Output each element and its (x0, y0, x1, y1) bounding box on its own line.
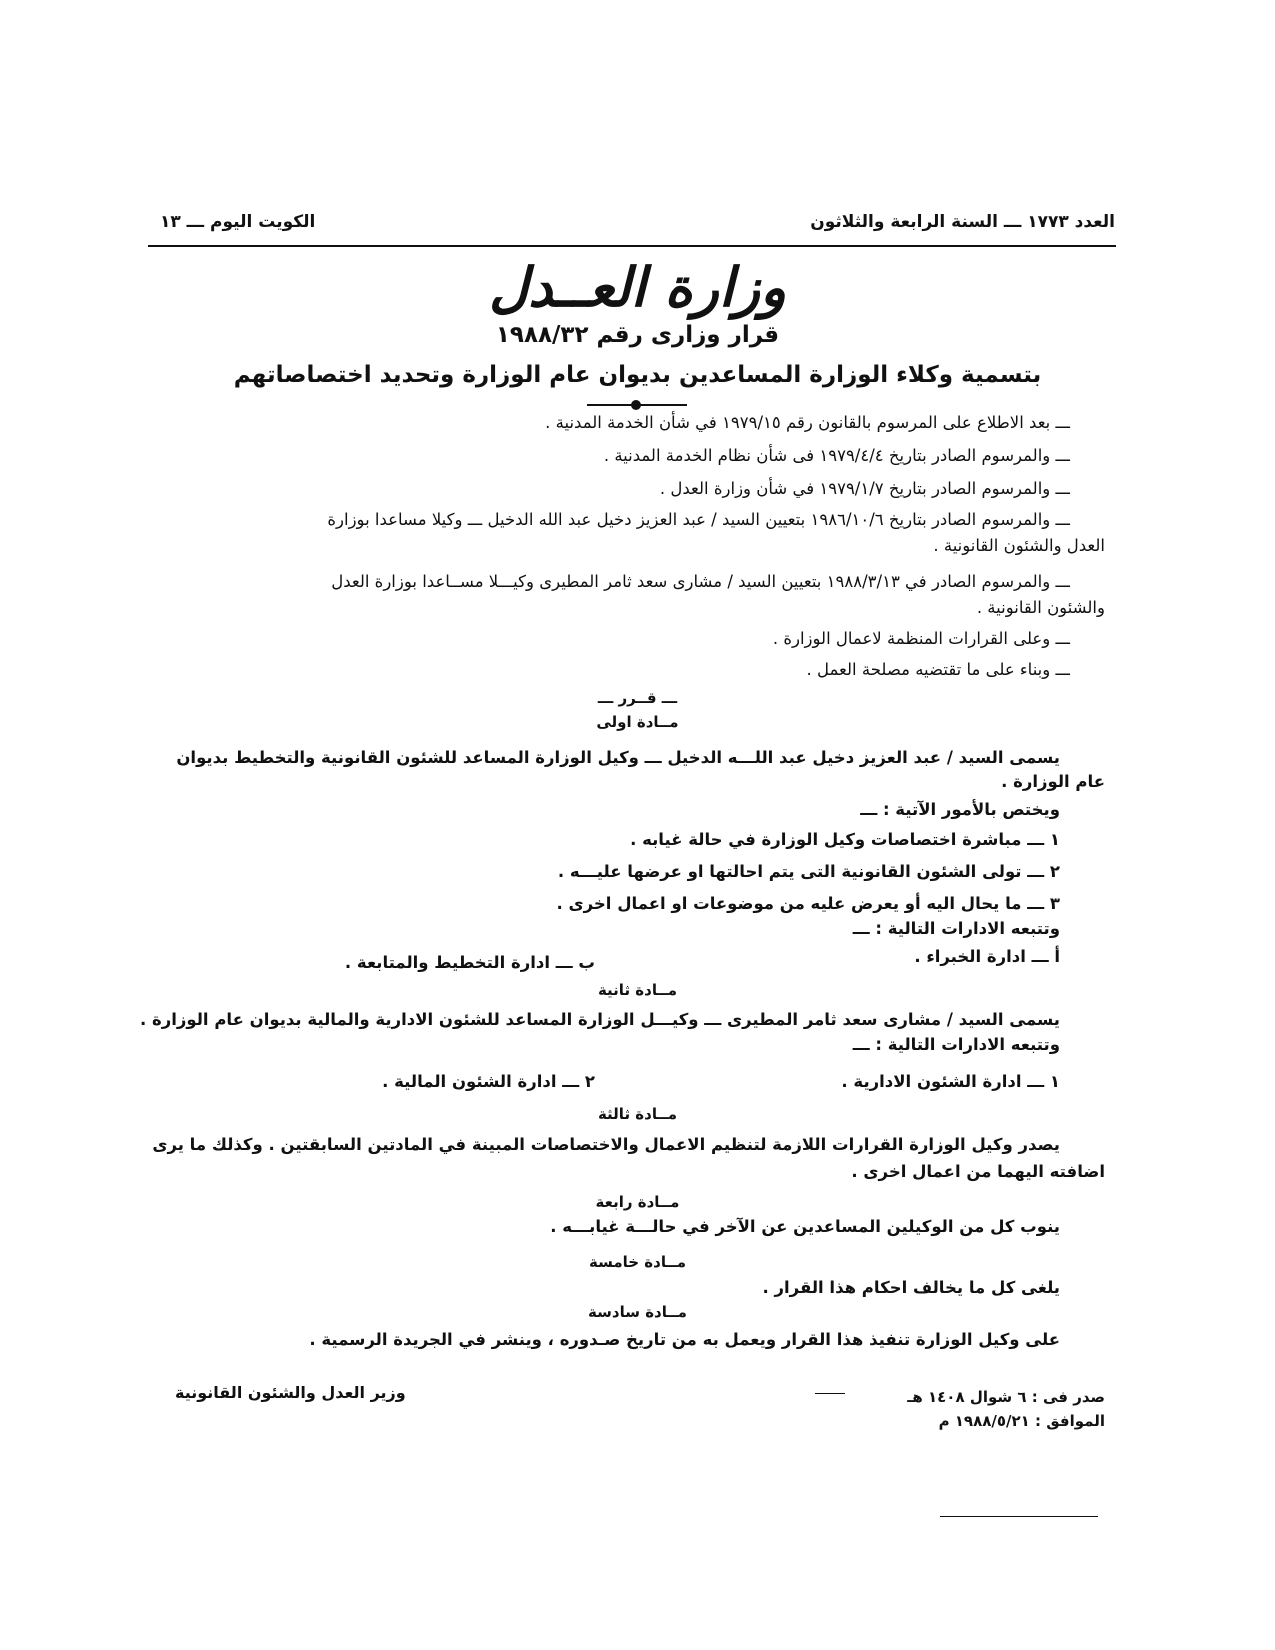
article-text: يلغى كل ما يخالف احكام هذا القرار . (762, 1278, 1060, 1297)
preamble-line: ـــ وعلى القرارات المنظمة لاعمال الوزارة . (772, 629, 1070, 648)
article-heading: مــادة رابعة (595, 1193, 680, 1211)
list-item: ١ ـــ مباشرة اختصاصات وكيل الوزارة في حالة غيابه . (630, 830, 1060, 849)
decides-heading: ـــ قــرر ـــ (597, 689, 678, 707)
decree-title: قرار وزارى رقم ١٩٨٨/٣٢ (495, 322, 780, 348)
short-rule (815, 1393, 845, 1394)
article-text: يصدر وكيل الوزارة القرارات اللازمة لتنظيم الاعمال والاختصاصات المبينة في المادتين السابقتين . وكذلك ما يرى (152, 1135, 1060, 1154)
list-item: ٢ ـــ تولى الشئون القانونية التى يتم احالتها او عرضها عليـــه . (557, 862, 1060, 881)
article-heading: مــادة اولى (596, 713, 679, 731)
preamble-line: ـــ والمرسوم الصادر بتاريخ ١٩٧٩/١/٧ في شأن وزارة العدل . (659, 479, 1070, 498)
article-text: ينوب كل من الوكيلين المساعدين عن الآخر في حالـــة غيابـــه . (550, 1217, 1060, 1236)
issue-number: العدد ١٧٧٣ ـــ السنة الرابعة والثلاثون (810, 212, 1115, 232)
footer-rule (940, 1516, 1098, 1517)
article-text: اضافته اليهما من اعمال اخرى . (851, 1162, 1105, 1181)
preamble-line: العدل والشئون القانونية . (933, 536, 1105, 555)
article-text: يسمى السيد / عبد العزيز دخيل عبد اللـــه الدخيل ـــ وكيل الوزارة المساعد للشئون القانونية والتخطيط بديوان (176, 748, 1060, 767)
preamble-line: والشئون القانونية . (976, 598, 1105, 617)
preamble-line: ـــ والمرسوم الصادر بتاريخ ١٩٨٦/١٠/٦ بتعيين السيد / عبد العزيز دخيل عبد الله الدخيل ـــ وكيلا مساعدا بوزارة (327, 510, 1070, 529)
issue-date-gregorian: الموافق : ١٩٨٨/٥/٢١ م (938, 1412, 1105, 1430)
department-item: أ ـــ ادارة الخبراء . (914, 947, 1060, 966)
minister-signature: وزير العدل والشئون القانونية (175, 1383, 406, 1402)
preamble-line: ـــ بعد الاطلاع على المرسوم بالقانون رقم ١٩٧٩/١٥ في شأن الخدمة المدنية . (545, 413, 1070, 432)
article-heading: مــادة خامسة (588, 1253, 687, 1271)
issue-date-hijri: صدر فى : ٦ شوال ١٤٠٨ هـ (907, 1388, 1105, 1406)
article-text: عام الوزارة . (1001, 772, 1105, 791)
article-heading: مــادة ثانية (597, 981, 678, 999)
preamble-line: ـــ وبناء على ما تقتضيه مصلحة العمل . (806, 660, 1070, 679)
article-text: على وكيل الوزارة تنفيذ هذا القرار ويعمل به من تاريخ صـدوره ، وينشر في الجريدة الرسمية . (309, 1330, 1060, 1349)
list-item: ٣ ـــ ما يحال اليه أو يعرض عليه من موضوعات او اعمال اخرى . (556, 894, 1060, 913)
article-text: وتتبعه الادارات التالية : ـــ (852, 919, 1060, 938)
article-text: ويختص بالأمور الآتية : ـــ (860, 800, 1060, 819)
preamble-line: ـــ والمرسوم الصادر بتاريخ ١٩٧٩/٤/٤ فى شأن نظام الخدمة المدنية . (603, 446, 1070, 465)
department-item: ٢ ـــ ادارة الشئون المالية . (382, 1072, 595, 1091)
decree-subject: بتسمية وكلاء الوزارة المساعدين بديوان عام الوزارة وتحديد اختصاصاتهم (233, 362, 1042, 388)
header-rule (148, 245, 1116, 247)
ministry-masthead: وزارة العــدل (488, 255, 787, 319)
department-item: ١ ـــ ادارة الشئون الادارية . (841, 1072, 1060, 1091)
article-text: يسمى السيد / مشارى سعد ثامر المطيرى ـــ وكيـــل الوزارة المساعد للشئون الادارية والمالية بديوان عام الوزارة . (139, 1010, 1060, 1029)
article-text: وتتبعه الادارات التالية : ـــ (852, 1035, 1060, 1054)
article-heading: مــادة سادسة (588, 1303, 687, 1321)
preamble-line: ـــ والمرسوم الصادر في ١٩٨٨/٣/١٣ بتعيين السيد / مشارى سعد ثامر المطيرى وكيـــلا مســاعدا بوزارة العدل (331, 572, 1070, 591)
gazette-name: الكويت اليوم ـــ ١٣ (160, 212, 316, 232)
department-item: ب ـــ ادارة التخطيط والمتابعة . (344, 953, 595, 972)
title-ornament (587, 404, 687, 406)
article-heading: مــادة ثالثة (597, 1105, 678, 1123)
